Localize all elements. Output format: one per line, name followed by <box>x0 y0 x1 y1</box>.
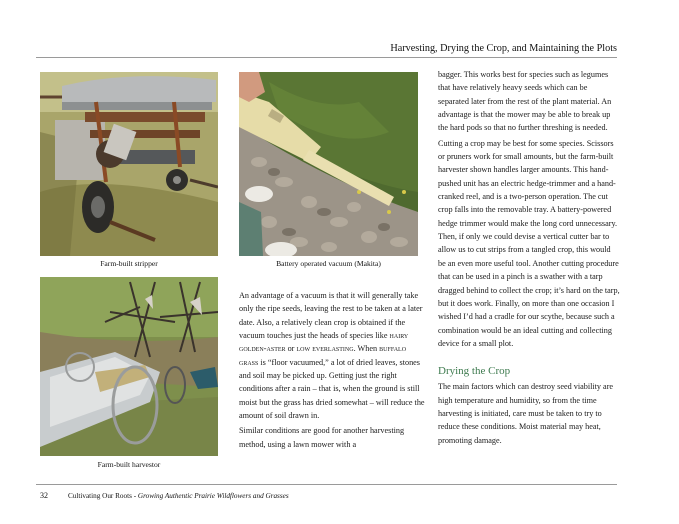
farm-built-harvester-photo <box>40 277 218 456</box>
figure-caption: Battery operated vacuum (Makita) <box>276 259 381 268</box>
right-column <box>438 68 620 449</box>
battery-vacuum-photo <box>239 72 418 256</box>
figure-caption: Farm-built stripper <box>100 259 158 268</box>
book-subtitle: Growing Authentic Prairie Wildflowers and Grasses <box>137 492 289 500</box>
farm-built-stripper-photo <box>40 72 218 256</box>
figure-caption: Farm-built harvestor <box>97 460 161 469</box>
book-title: Cultivating Our Roots - Growing Authentic Prairie Wildflowers and Grasses <box>68 492 289 500</box>
page-number: 32 <box>40 491 48 500</box>
body-paragraph: An advantage of a vacuum is that it will generally take only the ripe seeds, leaving the rest to be taken at a later date. Also, a relatively clean crop is obtained if the vacuum touches just the heads of species like hairy golden-aster or low everlasting. When buffalo grass is “floor vacuumed,” a lot of dried leaves, stones and soil may be picked up. Getting just the right conditions after a rain – that is, when the ground is still moist but the grass has dried somewhat – will reduce the amount of soil drawn in. <box>239 291 425 421</box>
header-rule <box>36 57 617 58</box>
body-paragraph: The main factors which can destroy seed viability are high temperature and humidity, so from the time harvesting is initiated, care must be taken to try to reduce these conditions. Moist material may heat, promoting damage. <box>438 382 614 445</box>
footer-rule <box>36 484 617 485</box>
middle-column <box>239 289 427 453</box>
section-heading: Drying the Crop <box>438 365 511 378</box>
body-paragraph: Similar conditions are good for another harvesting method, using a lawn mower with a <box>239 426 405 449</box>
species-name: low everlasting <box>296 343 354 354</box>
species-name: buffalo grass <box>239 343 407 367</box>
body-paragraph: Cutting a crop may be best for some species. Scissors or pruners work for small amounts, but the farm-built harvester shown handles larger amounts. This hand-pushed unit has an electric hedge-trimmer and a hand-cranked reel, and is a two-person operation. The cut crop falls into the removable tray. A battery-powered hedge trimmer would make the long cord unnecessary. Then, if only we could devise a vertical cutter bar to allow us to cut strips from a tangled crop, this would be an even more useful tool. Another cutting procedure that can be used in a pinch is a swather with a tarp dragged behind to collect the crop; it’s hard on the tarp, but it does work. Finally, on more than one occasion I wished I’d had a cradle for our scythe, because such a combination would be an ideal cutting and collecting device for a small plot. <box>438 138 620 348</box>
running-head: Harvesting, Drying the Crop, and Maintaining the Plots <box>390 43 617 54</box>
body-paragraph: bagger. This works best for species such as legumes that have relatively heavy seeds which can be separated later from the rest of the plant material. An advantage is that the mower may be able to break up the hard pods so that no further threshing is needed. <box>438 70 612 133</box>
species-name: hairy golden-aster <box>239 330 409 354</box>
